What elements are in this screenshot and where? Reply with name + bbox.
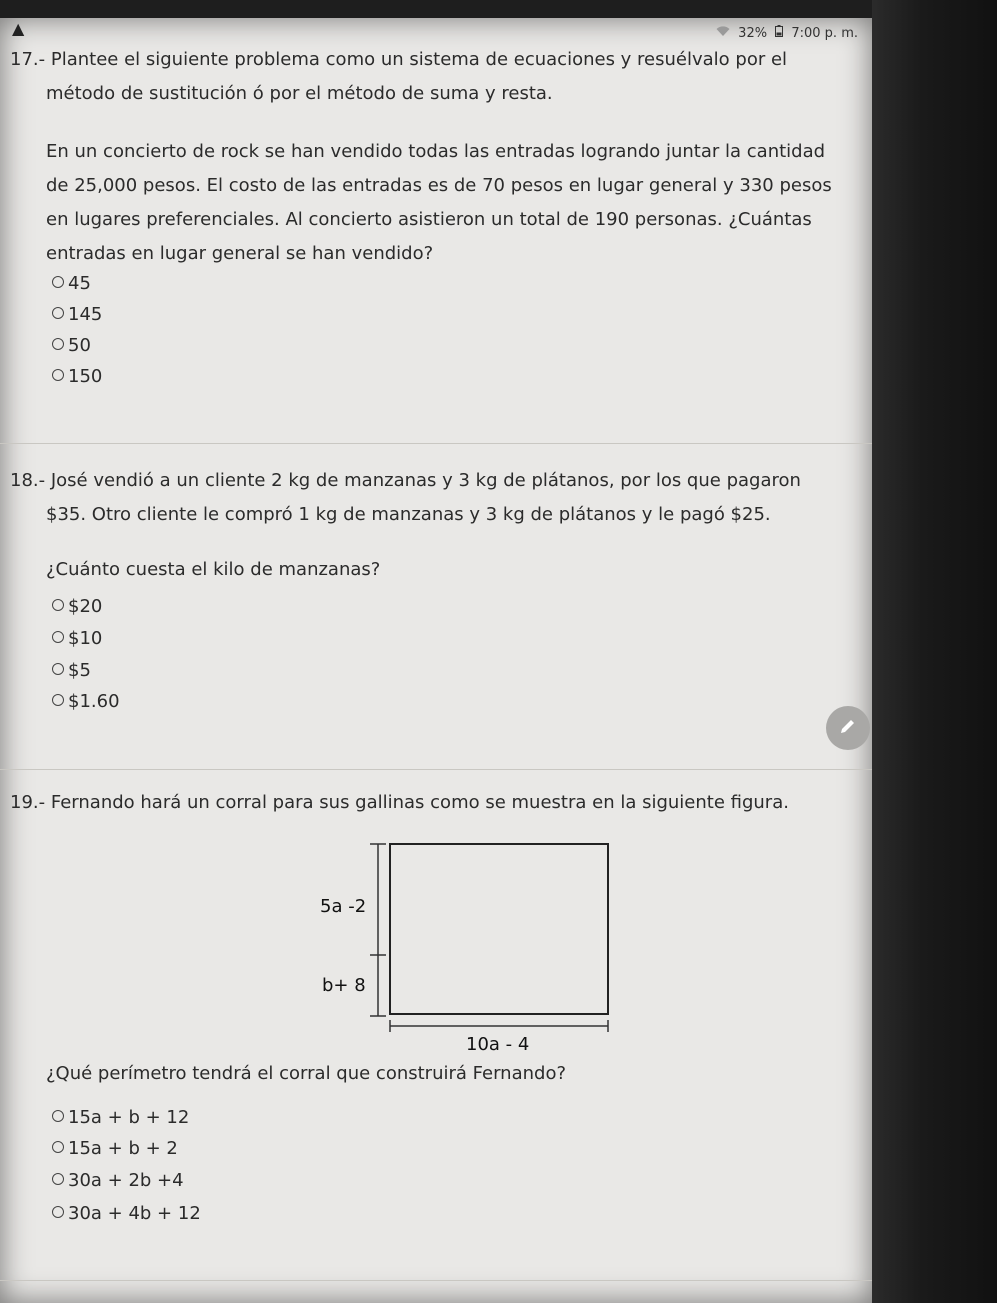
question-18-option[interactable] xyxy=(52,660,91,681)
question-17-prompt-line2: método de sustitución ó por el método de suma y resta. xyxy=(46,83,553,104)
question-number: 17.- xyxy=(10,49,46,70)
device-right-bezel xyxy=(872,0,997,1303)
option-label: 30a + 4b + 12 xyxy=(68,1203,201,1224)
height-top-label: 5a -2 xyxy=(320,896,367,917)
option-label: $1.60 xyxy=(68,691,120,712)
question-number: 19.- xyxy=(10,792,46,813)
battery-icon xyxy=(775,26,787,41)
option-label: $20 xyxy=(68,596,103,617)
radio-button[interactable] xyxy=(52,338,64,350)
question-18-option[interactable] xyxy=(52,596,102,617)
question-18-question: ¿Cuánto cuesta el kilo de manzanas? xyxy=(46,559,381,580)
option-label: 50 xyxy=(68,335,91,356)
question-17-body-line: En un concierto de rock se han vendido todas las entradas logrando juntar la cantidad xyxy=(46,141,826,162)
question-prompt: Fernando hará un corral para sus gallinas como se muestra en la siguiente figura. xyxy=(50,792,789,813)
status-right xyxy=(712,25,858,41)
question-19-header xyxy=(10,786,870,820)
radio-button[interactable] xyxy=(52,663,64,675)
option-label: 45 xyxy=(68,273,91,294)
divider xyxy=(0,1280,872,1281)
option-label: $5 xyxy=(68,660,91,681)
question-19-option[interactable] xyxy=(52,1107,189,1128)
question-19-option[interactable] xyxy=(52,1138,178,1159)
radio-button[interactable] xyxy=(52,631,64,643)
question-number: 18.- xyxy=(10,470,46,491)
question-17-body-line: de 25,000 pesos. El costo de las entradas es de 70 pesos en lugar general y 330 pesos xyxy=(46,175,832,196)
question-17-option[interactable] xyxy=(52,335,91,356)
height-bottom-label: b+ 8 xyxy=(322,975,366,996)
radio-button[interactable] xyxy=(52,1173,64,1185)
question-19-option[interactable] xyxy=(52,1170,184,1191)
pencil-icon xyxy=(838,716,858,740)
radio-button[interactable] xyxy=(52,1206,64,1218)
option-label: 15a + b + 12 xyxy=(68,1107,190,1128)
corral-rectangle xyxy=(390,844,608,1014)
question-prompt: Plantee el siguiente problema como un sistema de ecuaciones y resuélvalo por el xyxy=(50,49,788,70)
question-18-option[interactable] xyxy=(52,691,120,712)
radio-button[interactable] xyxy=(52,1110,64,1122)
question-17-option[interactable] xyxy=(52,304,102,325)
status-bar xyxy=(0,19,872,43)
radio-button[interactable] xyxy=(52,599,64,611)
radio-button[interactable] xyxy=(52,1141,64,1153)
radio-button[interactable] xyxy=(52,276,64,288)
question-17-header xyxy=(10,43,860,77)
option-label: 145 xyxy=(68,304,103,325)
option-label: 30a + 2b +4 xyxy=(68,1170,184,1191)
question-17-option[interactable] xyxy=(52,366,102,387)
question-18-line2: $35. Otro cliente le compró 1 kg de manzanas y 3 kg de plátanos y le pagó $25. xyxy=(46,504,771,525)
divider xyxy=(0,769,872,770)
divider xyxy=(0,443,872,444)
edit-button[interactable] xyxy=(826,706,870,750)
radio-button[interactable] xyxy=(52,369,64,381)
question-17-body-line: en lugares preferenciales. Al concierto asistieron un total de 190 personas. ¿Cuántas xyxy=(46,209,812,230)
corral-figure xyxy=(360,838,620,1048)
warning-icon: ▲ xyxy=(12,19,25,38)
option-label: 150 xyxy=(68,366,103,387)
clock: 7:00 p. m. xyxy=(791,26,858,41)
wifi-icon xyxy=(716,26,734,41)
question-17-body-line: entradas en lugar general se han vendido? xyxy=(46,243,434,264)
battery-percent: 32% xyxy=(738,26,768,41)
device-top-bezel xyxy=(0,0,872,18)
question-prompt: José vendió a un cliente 2 kg de manzanas y 3 kg de plátanos, por los que pagaron xyxy=(50,470,801,491)
screen xyxy=(0,18,872,1303)
question-19-question: ¿Qué perímetro tendrá el corral que construirá Fernando? xyxy=(46,1063,567,1084)
question-17-option[interactable] xyxy=(52,273,91,294)
option-label: 15a + b + 2 xyxy=(68,1138,178,1159)
option-label: $10 xyxy=(68,628,103,649)
width-label: 10a - 4 xyxy=(466,1034,530,1055)
question-18-option[interactable] xyxy=(52,628,102,649)
question-19-option[interactable] xyxy=(52,1203,201,1224)
radio-button[interactable] xyxy=(52,694,64,706)
question-18-header xyxy=(10,464,870,498)
radio-button[interactable] xyxy=(52,307,64,319)
